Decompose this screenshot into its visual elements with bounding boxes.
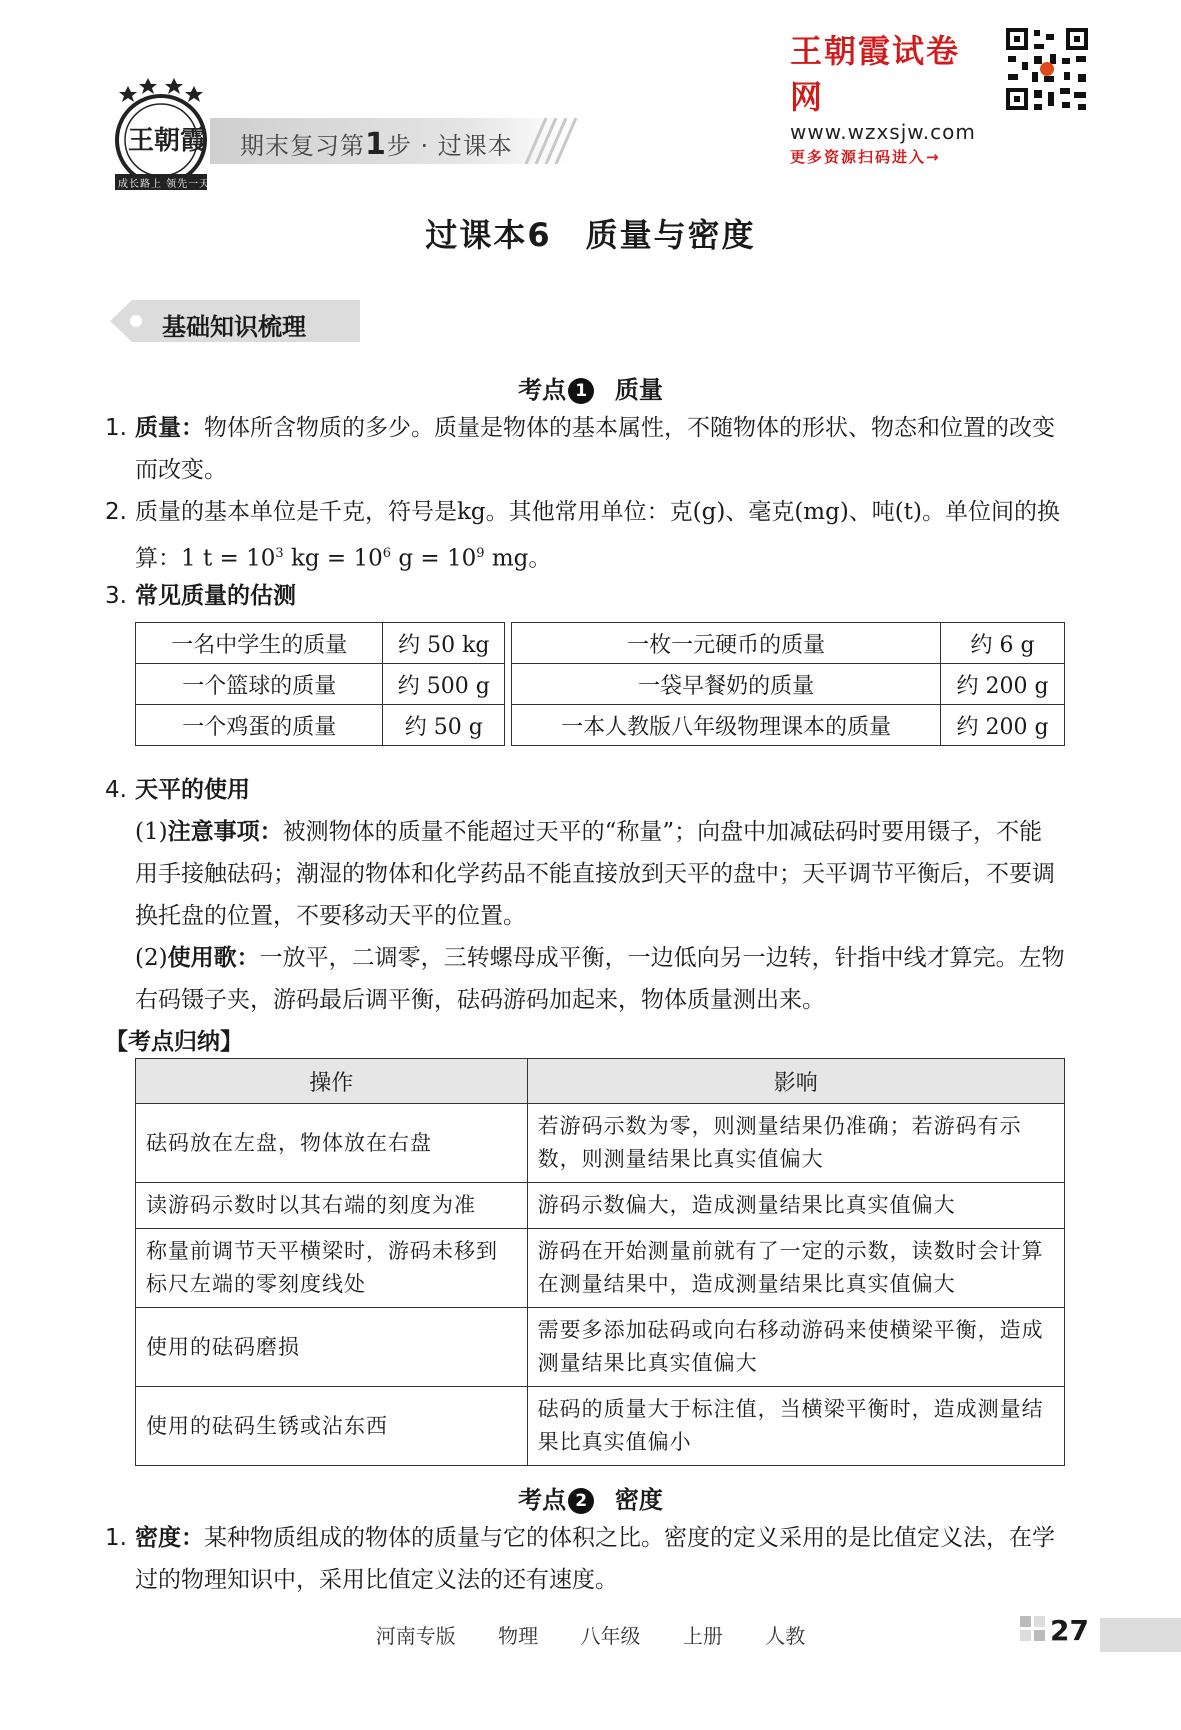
estimate-row — [136, 664, 1065, 705]
item-2-sup-1: 3 — [275, 546, 284, 561]
item-2-mid-2: g = 10 — [391, 545, 477, 572]
ops-row — [136, 1229, 1065, 1308]
item-3 — [105, 575, 1065, 617]
kaodian-2-prefix: 考点 — [518, 1486, 567, 1514]
item-2-sup-3: 9 — [476, 546, 485, 561]
band-prefix: 期末复习第 — [240, 132, 365, 160]
item-2-sup-2: 6 — [382, 546, 392, 561]
kaodian-2-number: 2 — [568, 1488, 594, 1514]
item-2-number: 2. — [105, 499, 127, 525]
item-3-number: 3. — [105, 583, 127, 609]
estimate-item-a: 一个鸡蛋的质量 — [136, 705, 383, 746]
ops-effect: 砝码的质量大于标注值，当横梁平衡时，造成测量结果比真实值偏小 — [527, 1387, 1064, 1466]
estimate-value-a: 约 50 kg — [383, 623, 505, 664]
note-1-prefix: (1) — [135, 819, 168, 845]
brand-url[interactable]: www.wzxsjw.com — [790, 120, 976, 144]
item-1-lead: 质量： — [135, 415, 204, 441]
item-2-end: mg。 — [484, 545, 552, 572]
note-2-prefix: (2) — [135, 945, 168, 971]
density-item-number: 1. — [105, 1525, 127, 1551]
item-2 — [105, 491, 1065, 580]
ops-row — [136, 1308, 1065, 1387]
item-2-mid-1: kg = 10 — [283, 545, 383, 572]
band-suffix: 步 · 过课本 — [386, 132, 513, 160]
footer-subject: 物理 — [498, 1624, 539, 1648]
ops-effect: 若游码示数为零，则测量结果仍准确；若游码有示数，则测量结果比真实值偏大 — [527, 1104, 1064, 1183]
ops-operation: 称量前调节天平横梁时，游码未移到标尺左端的零刻度线处 — [136, 1229, 528, 1308]
estimate-value-b: 约 6 g — [941, 623, 1065, 664]
estimate-item-b: 一枚一元硬币的质量 — [512, 623, 941, 664]
estimate-row — [136, 623, 1065, 664]
estimate-gap — [505, 664, 512, 705]
mass-estimate-table — [135, 622, 1065, 746]
note-2-text: 一放平，二调零，三转螺母成平衡，一边低向另一边转，针指中线才算完。左物右码镊子夹，游码最后调平衡，砝码游码加起来，物体质量测出来。 — [135, 945, 1065, 1013]
section-tag-label: 基础知识梳理 — [162, 313, 306, 341]
item-1 — [105, 407, 1065, 491]
footer-publisher: 人教 — [765, 1624, 806, 1648]
footer-term: 上册 — [682, 1624, 723, 1648]
ops-head-op: 操作 — [136, 1059, 528, 1104]
estimate-row — [136, 705, 1065, 746]
qr-code-icon[interactable] — [1004, 26, 1090, 112]
note-2 — [105, 937, 1065, 1021]
header-band-text — [240, 126, 513, 162]
kaodian-1-number: 1 — [568, 378, 594, 404]
ops-head-effect: 影响 — [527, 1059, 1064, 1104]
logo-text: 王朝霞 — [128, 126, 207, 156]
ops-operation: 砝码放在左盘，物体放在右盘 — [136, 1104, 528, 1183]
kaodian-1-prefix: 考点 — [518, 376, 567, 404]
item-4 — [105, 769, 1065, 811]
brand-name: 王朝霞试卷网 — [790, 32, 961, 116]
item-1-number: 1. — [105, 415, 127, 441]
ops-effect: 游码在开始测量前就有了一定的示数，读数时会计算在测量结果中，造成测量结果比真实值偏大 — [527, 1229, 1064, 1308]
estimate-gap — [505, 705, 512, 746]
ops-row — [136, 1183, 1065, 1229]
estimate-item-a: 一名中学生的质量 — [136, 623, 383, 664]
brand-block — [790, 26, 990, 167]
ops-row — [136, 1387, 1065, 1466]
kaodian-1-title: 质量 — [614, 376, 663, 404]
footer-info — [0, 1620, 1181, 1649]
ops-effect: 游码示数偏大，造成测量结果比真实值偏大 — [527, 1183, 1064, 1229]
estimate-value-a: 约 500 g — [383, 664, 505, 705]
page-number: 27 — [1050, 1614, 1089, 1647]
brand-more: 更多资源扫码进入→ — [790, 148, 941, 166]
item-2-text: 质量的基本单位是千克，符号是kg。其他常用单位：克(g)、毫克(mg)、吨(t)。单位间的换算：1 t = 10 — [135, 499, 1060, 572]
note-1 — [105, 811, 1065, 937]
estimate-value-b: 约 200 g — [941, 664, 1065, 705]
density-item-1 — [105, 1517, 1065, 1601]
ops-operation: 使用的砝码磨损 — [136, 1308, 528, 1387]
kaodian-2-heading — [0, 1480, 1181, 1515]
estimate-item-b: 一本人教版八年级物理课本的质量 — [512, 705, 941, 746]
estimate-value-b: 约 200 g — [941, 705, 1065, 746]
note-2-lead: 使用歌： — [167, 945, 260, 971]
ops-row — [136, 1104, 1065, 1183]
logo-slogan: 成长路上 领先一天 — [118, 179, 211, 190]
estimate-gap — [505, 623, 512, 664]
note-1-lead: 注意事项： — [167, 819, 283, 845]
header-band — [210, 118, 570, 164]
item-4-number: 4. — [105, 777, 127, 803]
item-4-text: 天平的使用 — [135, 777, 250, 803]
ops-operation: 使用的砝码生锈或沾东西 — [136, 1387, 528, 1466]
ops-effect: 需要多添加砝码或向右移动游码来使横梁平衡，造成测量结果比真实值偏大 — [527, 1308, 1064, 1387]
page-number-bar — [1100, 1618, 1181, 1652]
density-lead: 密度： — [135, 1525, 204, 1551]
band-step: 1 — [365, 127, 387, 162]
density-text: 某种物质组成的物体的质量与它的体积之比。密度的定义采用的是比值定义法，在学过的物理知识中，采用比值定义法的还有速度。 — [135, 1525, 1055, 1593]
summary-label: 【考点归纳】 — [105, 1029, 243, 1055]
estimate-value-a: 约 50 g — [383, 705, 505, 746]
estimate-item-b: 一袋早餐奶的质量 — [512, 664, 941, 705]
header-stripes — [520, 118, 580, 164]
ops-operation: 读游码示数时以其右端的刻度为准 — [136, 1183, 528, 1229]
footer-grade: 八年级 — [580, 1624, 641, 1648]
kaodian-2-title: 密度 — [614, 1486, 663, 1514]
estimate-item-a: 一个篮球的质量 — [136, 664, 383, 705]
balance-errors-table — [135, 1058, 1065, 1466]
kaodian-1-heading — [0, 370, 1181, 405]
item-3-text: 常见质量的估测 — [135, 583, 296, 609]
page-title: 过课本6 质量与密度 — [425, 216, 756, 254]
footer-edition: 河南专版 — [375, 1624, 456, 1648]
item-1-text: 物体所含物质的多少。质量是物体的基本属性，不随物体的形状、物态和位置的改变而改变。 — [135, 415, 1055, 483]
section-tag — [110, 300, 360, 342]
note-1-text: 被测物体的质量不能超过天平的“称量”；向盘中加减砝码时要用镊子，不能用手接触砝码；潮湿的物体和化学药品不能直接放到天平的盘中；天平调节平衡后，不要调换托盘的位置，不要移动天平的位置。 — [135, 819, 1055, 929]
page-decor-squares — [1020, 1616, 1046, 1648]
